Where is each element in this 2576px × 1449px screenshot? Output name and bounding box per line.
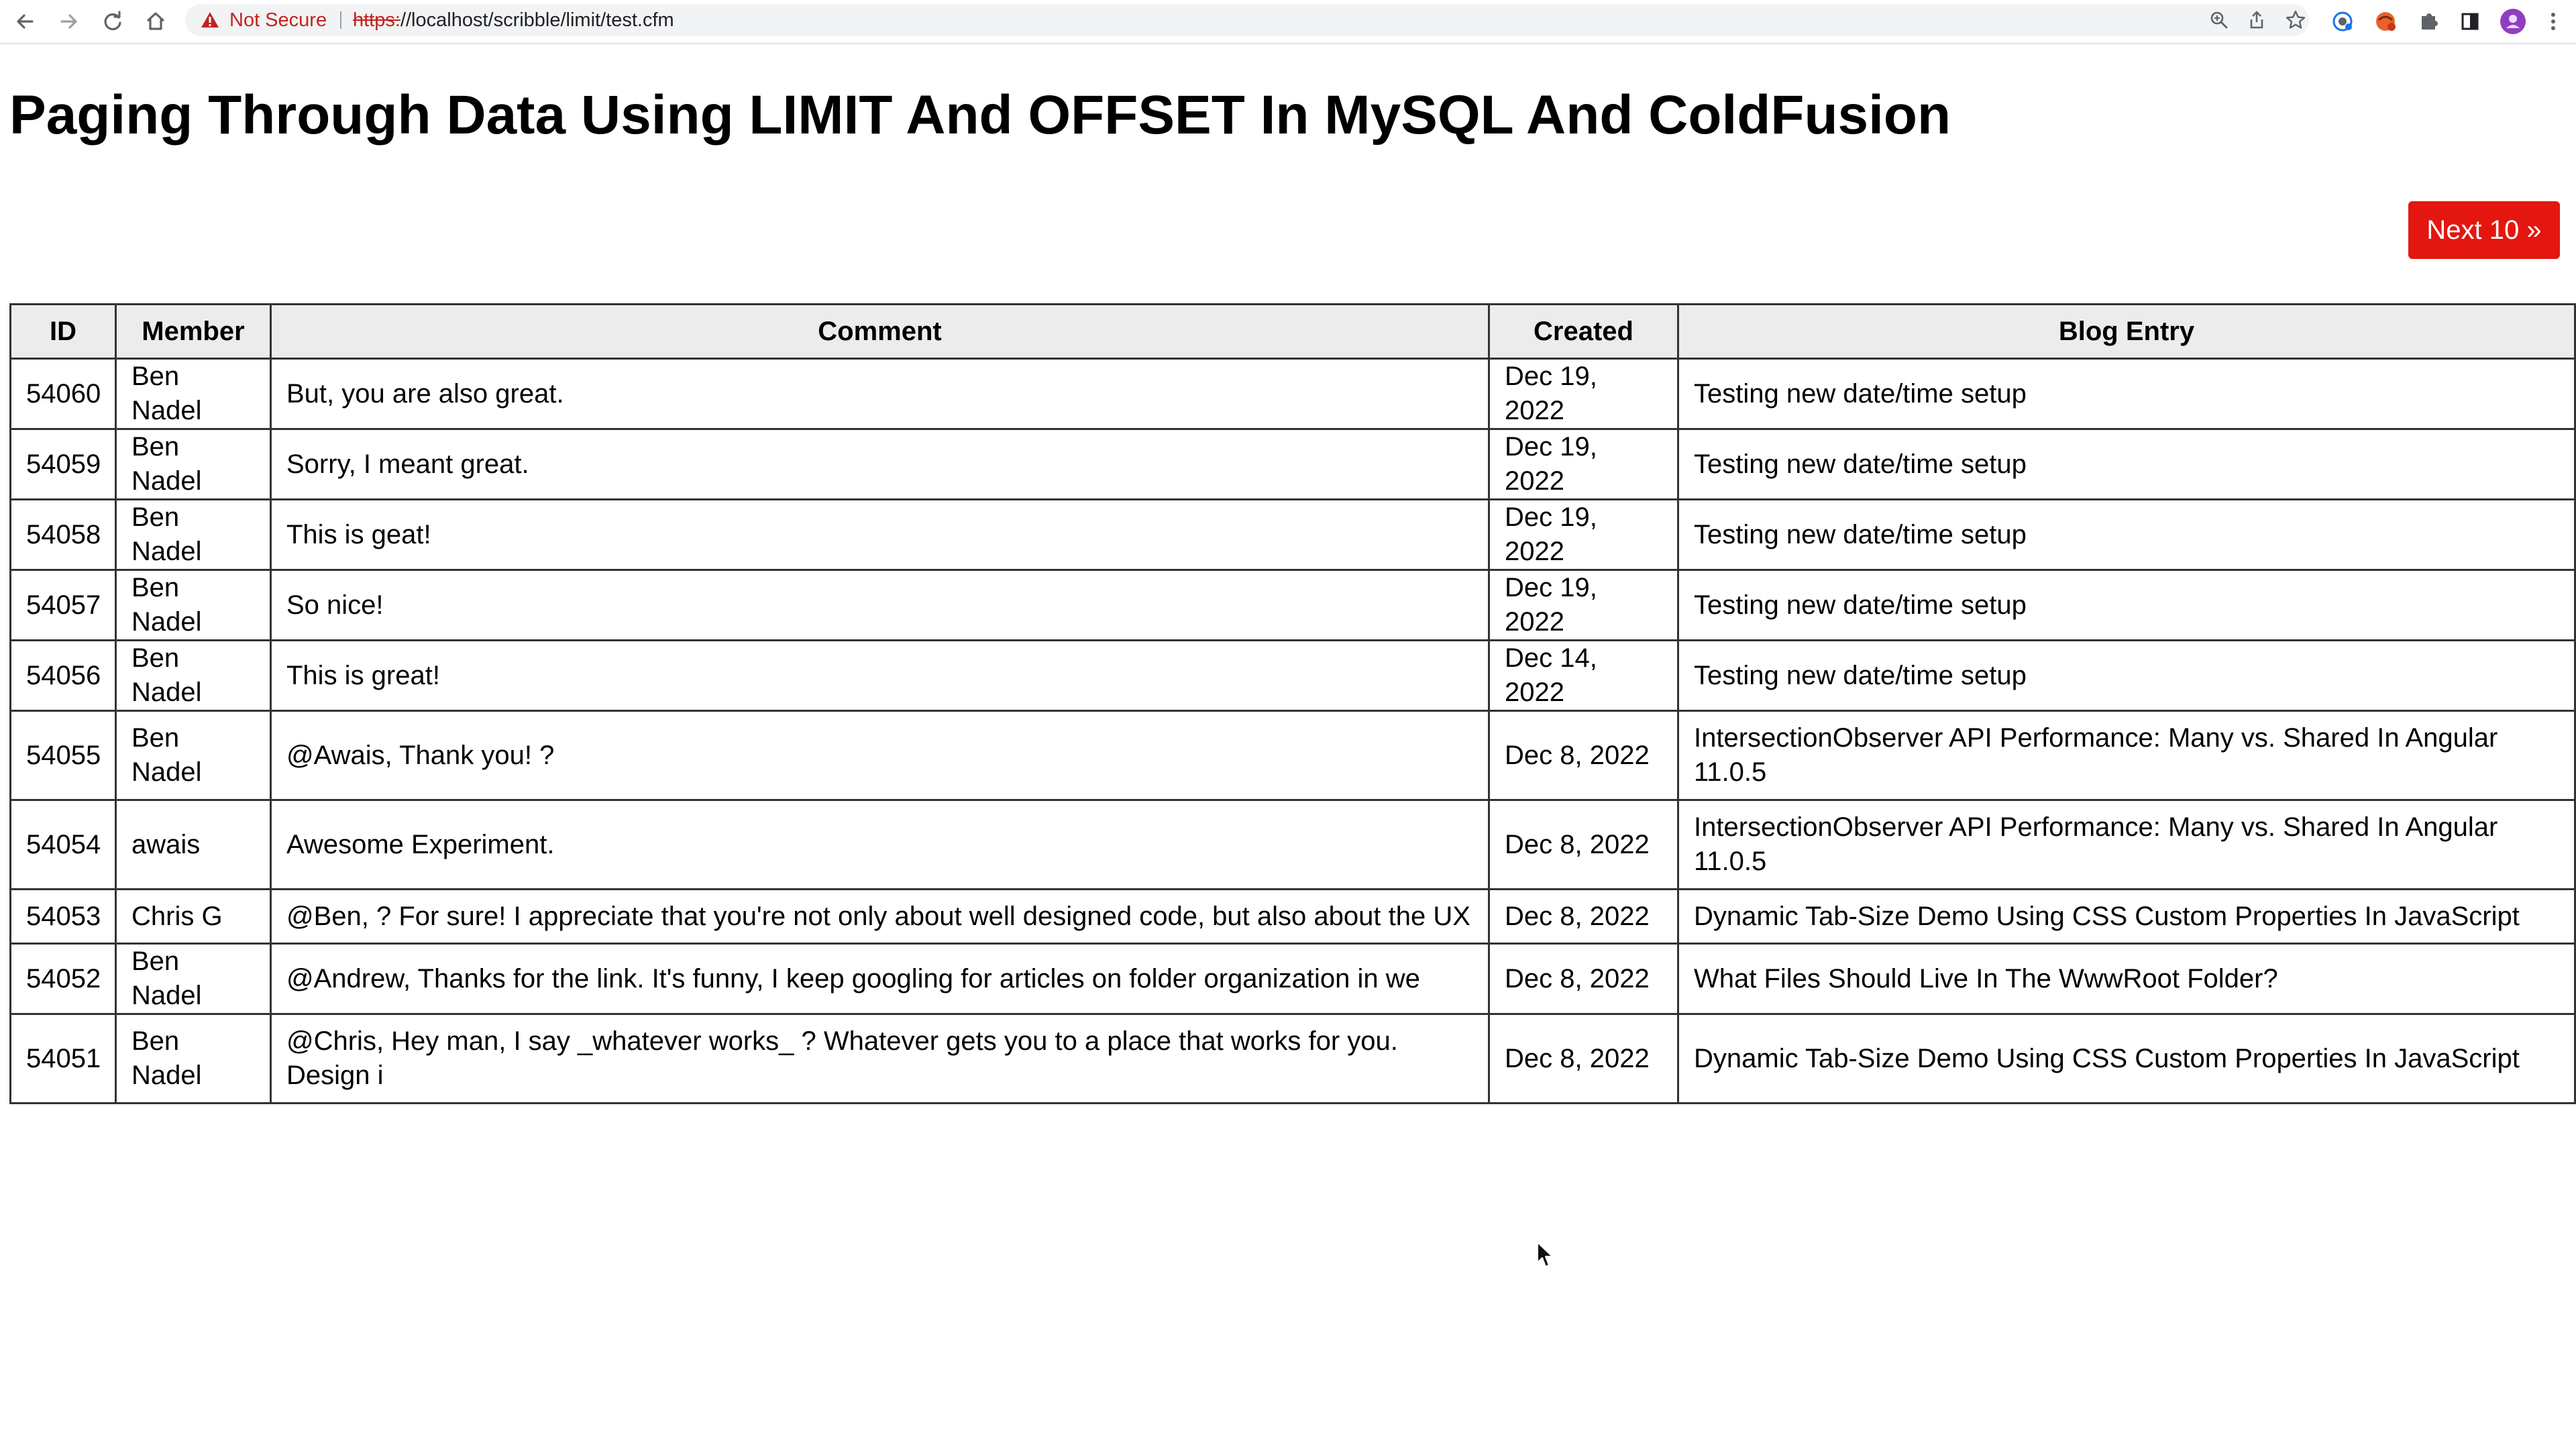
cell-comment: This is geat! [271,500,1489,570]
cell-member: awais [116,800,271,890]
cell-blog-entry: Dynamic Tab-Size Demo Using CSS Custom Properties In JavaScript [1678,890,2575,944]
cell-created: Dec 19, 2022 [1489,429,1678,500]
star-icon[interactable] [2285,9,2306,31]
cell-blog-entry: What Files Should Live In The WwwRoot Folder? [1678,944,2575,1014]
forward-arrow-icon[interactable] [54,7,83,36]
cell-member: Ben Nadel [116,944,271,1014]
table-row [11,944,2575,1014]
cell-comment: Awesome Experiment. [271,800,1489,890]
share-icon[interactable] [2246,9,2267,31]
column-header-id: ID [11,305,116,359]
side-panel-icon[interactable] [2455,7,2485,36]
cell-member: Ben Nadel [116,500,271,570]
table-row [11,570,2575,641]
cell-blog-entry: Testing new date/time setup [1678,500,2575,570]
cell-member: Ben Nadel [116,1014,271,1104]
column-header-member: Member [116,305,271,359]
profile-avatar-icon[interactable] [2498,7,2528,36]
page-title: Paging Through Data Using LIMIT And OFFSET In MySQL And ColdFusion [9,85,1951,146]
cell-blog-entry: IntersectionObserver API Performance: Many vs. Shared In Angular 11.0.5 [1678,711,2575,800]
cell-id: 54057 [11,570,116,641]
url-path: //localhost/scribble/limit/test.cfm [400,9,674,31]
cell-created: Dec 8, 2022 [1489,944,1678,1014]
cell-id: 54054 [11,800,116,890]
cell-member: Ben Nadel [116,711,271,800]
cell-comment: @Andrew, Thanks for the link. It's funny, I keep googling for articles on folder organization in we [271,944,1489,1014]
cell-blog-entry: Testing new date/time setup [1678,429,2575,500]
cell-comment: Sorry, I meant great. [271,429,1489,500]
table-row [11,500,2575,570]
cell-id: 54055 [11,711,116,800]
table-row [11,1014,2575,1104]
address-bar[interactable] [185,4,2309,36]
cell-comment: So nice! [271,570,1489,641]
cell-created: Dec 19, 2022 [1489,500,1678,570]
cell-comment: This is great! [271,641,1489,711]
cell-created: Dec 8, 2022 [1489,711,1678,800]
cell-member: Ben Nadel [116,359,271,429]
table-row [11,800,2575,890]
cell-id: 54058 [11,500,116,570]
browser-toolbar [0,0,2576,44]
cell-id: 54051 [11,1014,116,1104]
table-row [11,641,2575,711]
cell-comment: @Ben, ? For sure! I appreciate that you're not only about well designed code, but also about the UX [271,890,1489,944]
url-scheme: https: [353,9,400,31]
table-row [11,429,2575,500]
cell-id: 54056 [11,641,116,711]
cell-id: 54060 [11,359,116,429]
cell-created: Dec 8, 2022 [1489,890,1678,944]
divider [340,11,341,29]
cell-id: 54059 [11,429,116,500]
column-header-created: Created [1489,305,1678,359]
table-row [11,711,2575,800]
cell-id: 54053 [11,890,116,944]
cell-created: Dec 8, 2022 [1489,1014,1678,1104]
reload-icon[interactable] [98,7,127,36]
cell-comment: But, you are also great. [271,359,1489,429]
cell-member: Ben Nadel [116,641,271,711]
cell-created: Dec 19, 2022 [1489,359,1678,429]
zoom-icon[interactable] [2208,9,2230,31]
cell-created: Dec 8, 2022 [1489,800,1678,890]
kebab-menu-icon[interactable] [2538,7,2568,36]
cell-blog-entry: Testing new date/time setup [1678,570,2575,641]
cell-id: 54052 [11,944,116,1014]
cell-member: Ben Nadel [116,429,271,500]
cell-blog-entry: Testing new date/time setup [1678,641,2575,711]
cell-created: Dec 19, 2022 [1489,570,1678,641]
extension-icon[interactable] [2328,7,2357,36]
comments-table [9,303,2576,1104]
security-label[interactable]: Not Secure [229,9,327,31]
url-text[interactable] [353,4,674,36]
cell-comment: @Awais, Thank you! ? [271,711,1489,800]
table-row [11,359,2575,429]
cell-blog-entry: IntersectionObserver API Performance: Many vs. Shared In Angular 11.0.5 [1678,800,2575,890]
column-header-comment: Comment [271,305,1489,359]
cell-blog-entry: Testing new date/time setup [1678,359,2575,429]
home-icon[interactable] [141,7,170,36]
back-arrow-icon[interactable] [11,7,40,36]
puzzle-icon[interactable] [2414,7,2443,36]
cell-member: Chris G [116,890,271,944]
column-header-blog-entry: Blog Entry [1678,305,2575,359]
table-header-row [11,305,2575,359]
cell-comment: @Chris, Hey man, I say _whatever works_ ? Whatever gets you to a place that works for you. Design i [271,1014,1489,1104]
next-page-button[interactable]: Next 10 » [2408,201,2560,259]
warning-triangle-icon[interactable] [200,10,220,30]
cell-member: Ben Nadel [116,570,271,641]
cell-created: Dec 14, 2022 [1489,641,1678,711]
cell-blog-entry: Dynamic Tab-Size Demo Using CSS Custom Properties In JavaScript [1678,1014,2575,1104]
mouse-cursor-icon [1536,1241,1555,1269]
extension-icon[interactable] [2371,7,2400,36]
table-row [11,890,2575,944]
